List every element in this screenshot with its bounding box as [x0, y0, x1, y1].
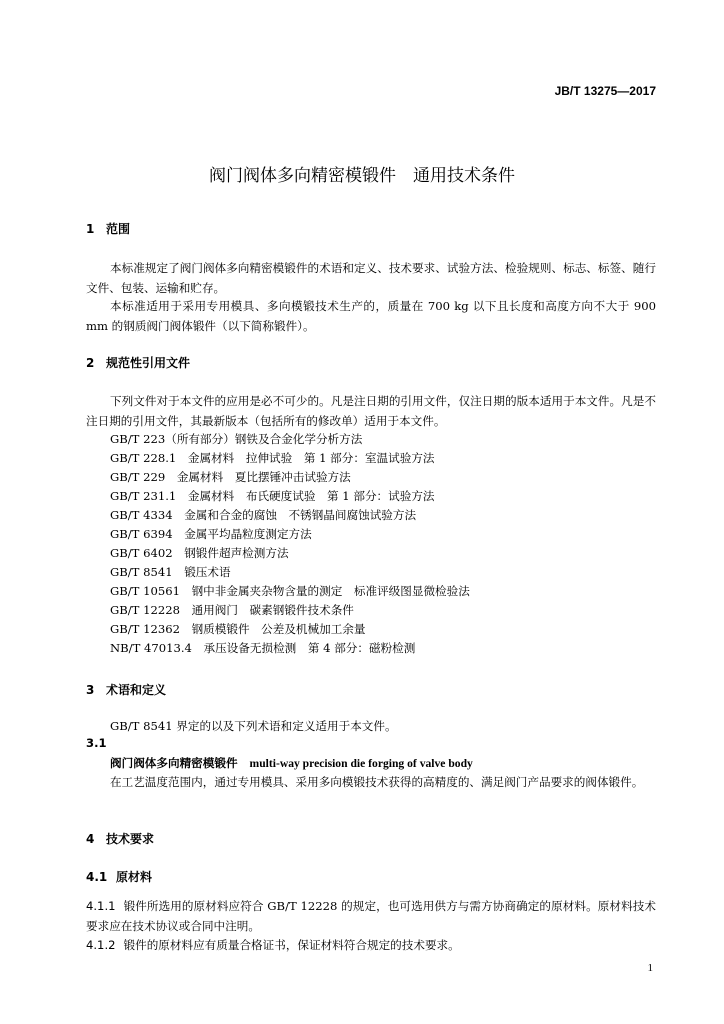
- reference-item: GB/T 229 金属材料 夏比摆锤冲击试验方法: [110, 470, 351, 484]
- clause-4-1-1: [86, 896, 656, 936]
- scope-paragraph-1: 本标准规定了阀门阀体多向精密模锻件的术语和定义、技术要求、试验方法、检验规则、标志、标签、随行文件、包装、运输和贮存。: [86, 261, 656, 295]
- section-number: 4: [86, 832, 95, 846]
- clause-number: 4.1.1: [86, 899, 116, 913]
- section-number: 3: [86, 683, 95, 697]
- reference-item: GB/T 4334 金属和合金的腐蚀 不锈钢晶间腐蚀试验方法: [110, 508, 417, 522]
- section-1-heading: [86, 220, 130, 237]
- section-title: 规范性引用文件: [106, 356, 191, 370]
- section-3-heading: [86, 681, 166, 698]
- reference-item: GB/T 12362 钢质模锻件 公差及机械加工余量: [110, 622, 366, 636]
- term-english: multi-way precision die forging of valve body: [249, 757, 473, 770]
- reference-item: GB/T 12228 通用阀门 碳素钢锻件技术条件: [110, 603, 354, 617]
- reference-item: NB/T 47013.4 承压设备无损检测 第 4 部分：磁粉检测: [110, 641, 416, 655]
- reference-item: GB/T 231.1 金属材料 布氏硬度试验 第 1 部分：试验方法: [110, 489, 435, 503]
- subsection-title: 原材料: [116, 870, 153, 884]
- section-number: 2: [86, 356, 95, 370]
- scope-paragraph-2: 本标准适用于采用专用模具、多向模锻技术生产的，质量在 700 kg 以下且长度和高度方向不大于 900 mm 的钢质阀门阀体锻件（以下简称锻件）。: [86, 299, 656, 333]
- clause-text: 锻件所选用的原材料应符合 GB/T 12228 的规定，也可选用供方与需方协商确定的原材料。原材料技术要求应在技术协议或合同中注明。: [86, 899, 656, 933]
- clause-text: 锻件的原材料应有质量合格证书，保证材料符合规定的技术要求。: [123, 938, 460, 952]
- section-number: 1: [86, 222, 95, 236]
- term-entry: [110, 755, 473, 771]
- reference-item: GB/T 228.1 金属材料 拉伸试验 第 1 部分：室温试验方法: [110, 451, 435, 465]
- reference-item: GB/T 6402 钢锻件超声检测方法: [110, 546, 289, 560]
- section-4-heading: [86, 830, 154, 847]
- page-number: 1: [647, 962, 653, 974]
- reference-item: GB/T 10561 钢中非金属夹杂物含量的测定 标准评级图显微检验法: [110, 584, 470, 598]
- document-title: 阀门阀体多向精密模锻件 通用技术条件: [209, 166, 515, 186]
- clause-4-1-2: [86, 935, 656, 955]
- terms-intro: GB/T 8541 界定的以及下列术语和定义适用于本文件。: [110, 719, 397, 733]
- term-definition: 在工艺温度范围内，通过专用模具、采用多向模锻技术获得的高精度的、满足阀门产品要求的阀体锻件。: [110, 775, 644, 789]
- term-number: 3.1: [86, 736, 107, 750]
- section-title: 术语和定义: [106, 683, 167, 697]
- references-intro: 下列文件对于本文件的应用是必不可少的。凡是注日期的引用文件，仅注日期的版本适用于本文件。凡是不注日期的引用文件，其最新版本（包括所有的修改单）适用于本文件。: [86, 394, 656, 428]
- reference-item: GB/T 223（所有部分）钢铁及合金化学分析方法: [110, 432, 363, 446]
- reference-item: GB/T 8541 锻压术语: [110, 565, 231, 579]
- standard-code: JB/T 13275—2017: [554, 84, 656, 98]
- subsection-4-1-heading: [86, 868, 152, 885]
- subsection-number: 4.1: [86, 870, 108, 884]
- reference-item: GB/T 6394 金属平均晶粒度测定方法: [110, 527, 312, 541]
- term-chinese: 阀门阀体多向精密模锻件: [110, 756, 238, 770]
- section-2-heading: [86, 354, 190, 371]
- section-title: 技术要求: [106, 832, 155, 846]
- clause-number: 4.1.2: [86, 938, 116, 952]
- section-title: 范围: [106, 222, 131, 236]
